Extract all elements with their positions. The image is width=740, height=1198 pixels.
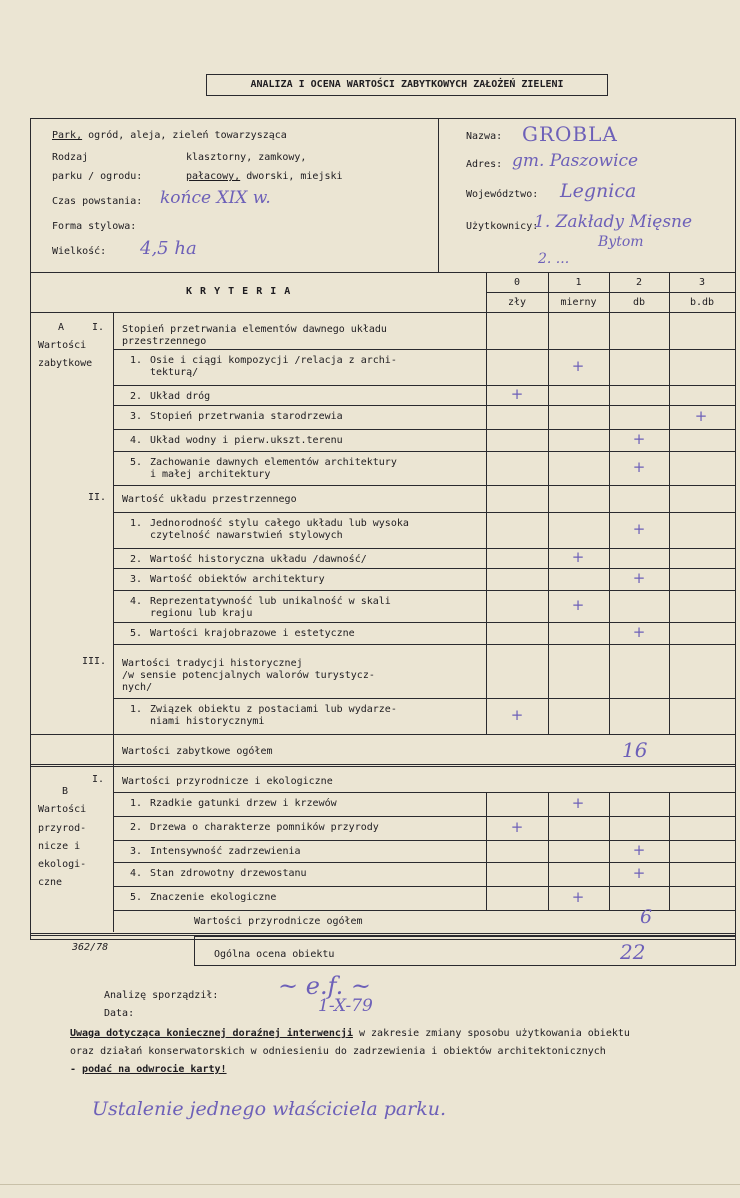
overall-value: 22 (620, 940, 646, 964)
group-1-row-text: Układ wodny i pierw.ukszt.terenu (150, 435, 343, 446)
section-a-total-bottom (30, 764, 735, 767)
section-b-row-line (113, 862, 735, 863)
group-1-row-text-2: i małej architektury (150, 469, 271, 480)
section-b-title: Wartości przyrodnicze i ekologiczne (122, 776, 333, 787)
b-col-line-3 (669, 792, 670, 910)
section-b-row-text: Znaczenie ekologiczne (150, 892, 277, 903)
section-b-rating-mark: + (632, 864, 646, 882)
group-1-row-text: Stopień przetrwania starodrzewia (150, 411, 343, 422)
col-line-1 (548, 272, 549, 734)
nazwa-label: Nazwa: (466, 131, 503, 142)
b-col-line-1 (548, 792, 549, 910)
section-a-roman: I. (92, 322, 105, 333)
rodzaj-rest: dworski, miejski (240, 171, 343, 182)
column-number-1: 1 (575, 277, 582, 288)
criteria-label: K R Y T E R I A (186, 286, 292, 297)
column-name-3: b.db (689, 297, 715, 308)
group-1-rating-mark: + (632, 430, 646, 448)
group-1-row-line (113, 485, 735, 486)
b-col-line-2 (609, 792, 610, 910)
note-rest: w zakresie zmiany sposobu użytkowania obiektu (352, 1028, 630, 1039)
group-2-row-number: 5. (130, 628, 143, 639)
section-a-letter: A (58, 322, 65, 333)
section-b-label-4: ekologi- (38, 859, 87, 870)
section-b-row-number: 1. (130, 798, 143, 809)
section-b-rating-mark: + (571, 794, 585, 812)
column-number-3: 3 (698, 277, 706, 288)
adres-value: gm. Paszowice (512, 151, 639, 171)
signature: ~ e.f. ~ (278, 972, 371, 1000)
section-b-label-2: przyrod- (38, 823, 87, 834)
criteria-bottom-line (30, 312, 735, 313)
col-line-3 (669, 272, 670, 734)
group-2-rating-mark: + (571, 596, 585, 614)
criteria-subheader-line (486, 292, 735, 293)
group-2-row-text: Reprezentatywność lub unikalność w skali (150, 596, 391, 607)
group-2-row-text: Wartość historyczna układu /dawność/ (150, 554, 367, 565)
column-name-0: zły (507, 297, 527, 308)
czas-value: końce XIX w. (160, 188, 271, 208)
group-1-title-2: przestrzennego (122, 336, 207, 347)
rodzaj-option-2 (186, 171, 343, 183)
forma-label: Forma stylowa: (52, 221, 137, 232)
section-b-row-number: 4. (130, 868, 143, 879)
section-b-letter: B (62, 786, 69, 797)
section-b-total-label: Wartości przyrodnicze ogółem (194, 916, 363, 927)
group-1-row-number: 2. (130, 391, 143, 402)
group-2-row-number: 1. (130, 518, 143, 529)
column-number-0: 0 (513, 277, 521, 288)
group-3-roman: III. (82, 656, 107, 667)
group-2-row-text-2: czytelność nawarstwień stylowych (150, 530, 343, 541)
note-line-3 (70, 1064, 227, 1076)
group-2-rating-mark: + (571, 548, 585, 566)
group-1-rating-mark: + (694, 407, 708, 425)
group-2-row-text: Jednorodność stylu całego układu lub wysoka (150, 518, 409, 529)
handwritten-note: Ustalenie jednego właściciela parku. (92, 1098, 447, 1120)
uzytkownicy-label: Użytkownicy: (466, 221, 539, 232)
page-title: ANALIZA I OCENA WARTOŚCI ZABYTKOWYCH ZAŁOŻEŃ ZIELENI (250, 79, 564, 90)
criteria-top-line (30, 272, 735, 273)
section-b-row-text: Stan zdrowotny drzewostanu (150, 868, 307, 879)
parku-label: parku / ogrodu: (52, 171, 143, 182)
group-2-row-line (113, 644, 735, 645)
note-line-2: oraz działań konserwatorskich w odniesieniu do zadrzewienia i obiektów architektonicznych (70, 1046, 606, 1057)
section-b-row-number: 5. (130, 892, 143, 903)
section-a-label-1: Wartości (38, 340, 87, 351)
wielkosc-value: 4,5 ha (140, 238, 197, 259)
group-2-title: Wartość układu przestrzennego (122, 494, 297, 505)
group-2-row-text-2: regionu lub kraju (150, 608, 253, 619)
section-b-rating-mark: + (571, 888, 585, 906)
group-1-row-top-line (113, 349, 735, 350)
overall-label: Ogólna ocena obiektu (214, 949, 335, 960)
type-line (52, 130, 287, 142)
group-2-row-text: Wartość obiektów architektury (150, 574, 325, 585)
section-b-label-5: czne (38, 877, 63, 888)
group-2-rating-mark: + (632, 569, 646, 587)
group-3-rating-mark: + (510, 706, 524, 724)
group-1-title-1: Stopień przetrwania elementów dawnego układu (122, 324, 387, 335)
section-b-label-3: nicze i (38, 841, 81, 852)
column-number-2: 2 (635, 277, 643, 288)
analysis-label: Analizę sporządził: (104, 990, 219, 1001)
group-2-row-line (113, 548, 735, 549)
wojewodztwo-value: Legnica (560, 180, 637, 202)
group-1-row-number: 3. (130, 411, 143, 422)
section-b-row-text: Drzewa o charakterze pomników przyrody (150, 822, 379, 833)
rodzaj-selected: pałacowy, (186, 171, 241, 182)
section-a-total-label: Wartości zabytkowe ogółem (122, 746, 273, 757)
czas-label: Czas powstania: (52, 196, 143, 207)
group-3-title-1: Wartości tradycji historycznej (122, 658, 303, 669)
group-1-rating-mark: + (510, 385, 524, 403)
note-line-1 (70, 1028, 630, 1040)
section-a-total-value: 16 (622, 738, 648, 762)
type-rest: ogród, aleja, zieleń towarzysząca (82, 130, 287, 141)
section-b-row-text: Intensywność zadrzewienia (150, 846, 301, 857)
section-b-row-number: 3. (130, 846, 143, 857)
group-2-rating-mark: + (632, 623, 646, 641)
group-1-row-line (113, 405, 735, 406)
group-1-row-number: 1. (130, 355, 143, 366)
group-3-row-text-2: niami historycznymi (150, 716, 265, 727)
column-name-2: db (632, 297, 646, 308)
note-underlined: Uwaga dotycząca koniecznej doraźnej interwencji (70, 1028, 353, 1039)
section-b-row-number: 2. (130, 822, 143, 833)
group-1-row-number: 5. (130, 457, 143, 468)
group-1-row-text: Osie i ciągi kompozycji /relacja z archi- (150, 355, 397, 366)
group-3-row-top-line (113, 698, 735, 699)
group-2-rating-mark: + (632, 520, 646, 538)
group-2-row-number: 4. (130, 596, 143, 607)
group-1-row-line (113, 385, 735, 386)
section-b-roman: I. (92, 774, 105, 785)
section-b-total-value: 6 (640, 906, 653, 928)
bottom-strip-line (0, 1184, 740, 1185)
section-b-row-text: Rzadkie gatunki drzew i krzewów (150, 798, 337, 809)
adres-label: Adres: (466, 159, 503, 170)
section-b-title-line (113, 792, 735, 793)
col-line-2 (609, 272, 610, 734)
group-2-row-number: 3. (130, 574, 143, 585)
group-1-rating-mark: + (632, 458, 646, 476)
type-selected: Park, (52, 130, 83, 141)
group-2-row-line (113, 590, 735, 591)
section-b-rating-mark: + (510, 818, 524, 836)
group-1-row-text: Zachowanie dawnych elementów architektury (150, 457, 397, 468)
column-name-1: mierny (560, 297, 597, 308)
group-1-row-number: 4. (130, 435, 143, 446)
uzytkownicy-value-3: 2. ... (538, 251, 570, 267)
nazwa-value: GROBLA (522, 122, 618, 146)
wielkosc-label: Wielkość: (52, 246, 107, 257)
col-line-0 (486, 272, 487, 734)
section-b-rating-mark: + (632, 841, 646, 859)
group-3-title-3: nych/ (122, 682, 153, 693)
group-1-row-line (113, 451, 735, 452)
group-3-title-2: /w sensie potencjalnych walorów turystycz- (122, 670, 375, 681)
group-2-row-top-line (113, 512, 735, 513)
group-1-row-text-2: tekturą/ (150, 367, 199, 378)
section-b-row-line (113, 816, 735, 817)
wojewodztwo-label: Województwo: (466, 189, 539, 200)
group-1-row-text: Układ dróg (150, 391, 211, 402)
section-a-total-top (30, 734, 735, 735)
section-b-row-line (113, 886, 735, 887)
group-2-row-text: Wartości krajobrazowe i estetyczne (150, 628, 355, 639)
archive-stamp: 362/78 (72, 942, 109, 953)
uzytkownicy-value-1: 1. Zakłady Mięsne (534, 212, 693, 232)
note-underlined-2: podać na odwrocie karty! (82, 1064, 227, 1075)
rodzaj-option-1: klasztorny, zamkowy, (186, 152, 307, 163)
group-1-rating-mark: + (571, 357, 585, 375)
section-a-label-2: zabytkowe (38, 358, 93, 369)
uzytkownicy-value-2: Bytom (598, 234, 644, 250)
group-2-roman: II. (88, 492, 107, 503)
group-2-row-number: 2. (130, 554, 143, 565)
section-b-label-1: Wartości (38, 804, 87, 815)
group-3-row-number: 1. (130, 704, 143, 715)
note-dash: - (70, 1064, 83, 1075)
group-3-row-text: Związek obiektu z postaciami lub wydarze- (150, 704, 397, 715)
b-col-line-0 (486, 792, 487, 910)
date-label: Data: (104, 1008, 135, 1019)
date-value: 1-X-79 (318, 996, 373, 1016)
info-divider (438, 118, 439, 272)
rodzaj-label: Rodzaj (52, 152, 89, 163)
